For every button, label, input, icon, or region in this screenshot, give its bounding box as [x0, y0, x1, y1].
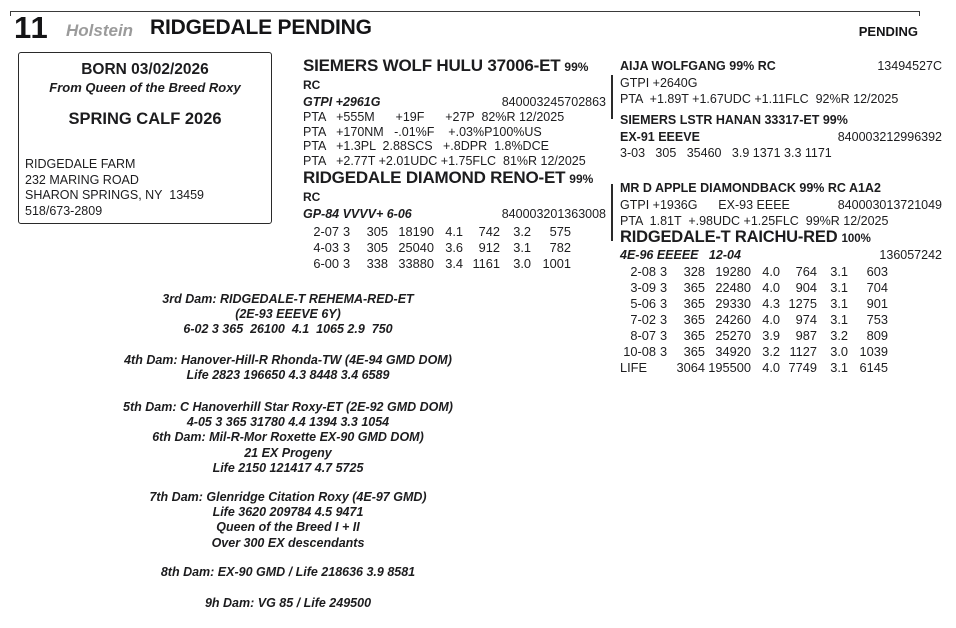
- top-rule: [10, 11, 920, 12]
- sire-sire-name: AIJA WOLFGANG 99% RC: [620, 59, 776, 73]
- rec-age: 6-00: [313, 256, 339, 271]
- rec-age: 3-09: [630, 280, 656, 295]
- rec-milk: 34920: [715, 344, 751, 359]
- rec-pro-pct: 3.1: [830, 296, 848, 311]
- rec-fat: 987: [795, 328, 817, 343]
- rec-days: 365: [683, 312, 705, 327]
- maternal-line-text: 6-02 3 365 26100 4.1 1065 2.9 750: [183, 322, 393, 337]
- rec-fat-pct: 4.0: [762, 360, 780, 375]
- rec-lact: 3: [659, 264, 668, 279]
- rec-lact: 3: [659, 312, 668, 327]
- rec-fat-pct: 4.0: [762, 280, 780, 295]
- rec-age: 2-07: [313, 224, 339, 239]
- lot-number: 11: [14, 10, 49, 45]
- sire-sire-name-row: [620, 58, 942, 75]
- record-row: [620, 328, 942, 344]
- dam-records: [303, 224, 606, 272]
- dam-score: GP-84 VVVV+ 6-06: [303, 207, 412, 221]
- dam-bracket-line: [611, 184, 613, 241]
- dam-dam-reg-number: 136057242: [879, 248, 942, 262]
- rec-lact: 3: [659, 344, 668, 359]
- rec-milk: 24260: [715, 312, 751, 327]
- rec-fat-pct: 3.2: [762, 344, 780, 359]
- rec-fat: 1127: [789, 344, 817, 359]
- sire-name: SIEMERS WOLF HULU 37006-ET: [303, 56, 561, 75]
- rec-days: 338: [366, 256, 388, 271]
- dam-dam-records: [620, 264, 942, 376]
- rec-lact: 3: [342, 240, 351, 255]
- info-box: [18, 52, 272, 224]
- dam-sire-reg-number: 840003013721049: [837, 197, 942, 212]
- maternal-line-group-7th-dam: [8, 490, 568, 551]
- rec-pro-pct: 3.1: [513, 240, 531, 255]
- rec-days: 328: [683, 264, 705, 279]
- dam-meta-row: [303, 207, 606, 222]
- rec-age: 5-06: [630, 296, 656, 311]
- record-row: [620, 280, 942, 296]
- record-row: [620, 312, 942, 328]
- rec-life-label: LIFE: [620, 360, 648, 375]
- maternal-line-text: 5th Dam: C Hanoverhill Star Roxy-ET (2E-92 GMD DOM): [123, 400, 453, 414]
- dam-name: RIDGEDALE DIAMOND RENO-ET: [303, 168, 566, 187]
- calf-line: SPRING CALF 2026: [68, 110, 222, 128]
- dam-block: [303, 168, 606, 272]
- rec-milk: 19280: [715, 264, 751, 279]
- maternal-line-group-5th-6th-dam: [8, 400, 568, 476]
- maternal-line-text: Life 2150 121417 4.7 5725: [212, 460, 364, 475]
- rec-fat-pct: 4.0: [762, 312, 780, 327]
- rec-lact: 3: [659, 296, 668, 311]
- maternal-line-text: Over 300 EX descendants: [211, 535, 365, 550]
- rec-pro-pct: 3.1: [830, 280, 848, 295]
- rec-pro-pct: 3.1: [830, 264, 848, 279]
- rec-pro: 6145: [859, 360, 888, 375]
- born-date: BORN 03/02/2026: [81, 61, 209, 78]
- rec-fat-pct: 4.0: [762, 264, 780, 279]
- dam-reg-number: 840003201363008: [501, 207, 606, 221]
- maternal-line-group-4th-dam: [8, 353, 568, 383]
- rec-age: 7-02: [630, 312, 656, 327]
- sire-meta-row: [303, 95, 606, 110]
- rec-pro-pct: 3.0: [513, 256, 531, 271]
- rec-pro-pct: 3.1: [830, 312, 848, 327]
- rec-fat: 7749: [788, 360, 817, 375]
- sire-dam-block: [620, 112, 942, 162]
- sire-bracket-line: [611, 75, 613, 119]
- maternal-line-group-9th-dam: [8, 596, 568, 611]
- sire-sire-reg-number: 13494527C: [877, 59, 942, 73]
- rec-days: 365: [683, 344, 705, 359]
- dam-dam-meta-row: [620, 248, 942, 263]
- sire-pta-line: PTA +170NM -.01%F +.03%P100%US: [303, 124, 542, 139]
- maternal-line-text: Queen of the Breed I + II: [216, 520, 360, 535]
- rec-milk: 33880: [398, 256, 434, 271]
- sire-dam-record: 3-03 305 35460 3.9 1371 3.3 1171: [620, 146, 832, 160]
- rec-milk: 18190: [398, 224, 434, 239]
- rec-fat: 904: [795, 280, 817, 295]
- rec-fat-pct: 4.1: [445, 224, 463, 239]
- sire-sire-gtpi: GTPI +2640G: [620, 75, 698, 90]
- page-title: RIDGEDALE PENDING: [150, 16, 372, 39]
- rec-milk: 25040: [398, 240, 434, 255]
- rec-days: 365: [683, 296, 705, 311]
- owner-phone: 518/673-2809: [25, 203, 103, 218]
- sire-pta-line: PTA +1.3PL 2.88SCS +.8DPR 1.8%DCE: [303, 139, 549, 154]
- dam-dam-block: [620, 228, 942, 376]
- rec-age: 2-08: [630, 264, 656, 279]
- rec-pro: 704: [866, 280, 888, 295]
- rec-milk: 29330: [715, 296, 751, 311]
- sire-pta-line: PTA +2.77T +2.01UDC +1.75FLC 81%R 12/2025: [303, 153, 586, 168]
- maternal-line-text: 3rd Dam: RIDGEDALE-T REHEMA-RED-ET: [162, 292, 414, 306]
- maternal-line-text: 7th Dam: Glenridge Citation Roxy (4E-97 GMD): [149, 490, 427, 504]
- sire-pta-line: PTA +555M +19F +27P 82%R 12/2025: [303, 110, 565, 124]
- rec-pro-pct: 3.0: [830, 344, 848, 359]
- rec-days: 3064: [676, 360, 705, 375]
- dam-dam-suffix: 100%: [841, 233, 871, 245]
- rec-pro: 901: [866, 296, 888, 311]
- dam-sire-gtpi: GTPI +1936G EX-93 EEEE: [620, 197, 790, 212]
- rec-pro: 753: [866, 312, 888, 327]
- maternal-line-text: 4th Dam: Hanover-Hill-R Rhonda-TW (4E-94 GMD DOM): [124, 353, 452, 367]
- rec-milk: 195500: [708, 360, 751, 375]
- maternal-line-text: Life 3620 209784 4.5 9471: [212, 505, 364, 520]
- sire-block: [303, 56, 606, 168]
- from-line: From Queen of the Breed Roxy: [49, 80, 241, 95]
- dam-suffix: 99% RC: [303, 172, 594, 204]
- rec-milk: 25270: [715, 328, 751, 343]
- rec-fat: 1161: [472, 256, 500, 271]
- maternal-line-group-8th-dam: [8, 565, 568, 580]
- rec-pro: 603: [866, 264, 888, 279]
- rec-fat: 742: [478, 224, 500, 239]
- sire-sire-pta: PTA +1.89T +1.67UDC +1.11FLC 92%R 12/2025: [620, 92, 899, 106]
- dam-sire-pta: PTA 1.81T +.98UDC +1.25FLC 99%R 12/2025: [620, 214, 889, 228]
- rec-milk: 22480: [715, 280, 751, 295]
- sire-reg-number: 840003245702863: [501, 95, 606, 109]
- sire-dam-score: EX-91 EEEVE: [620, 129, 700, 144]
- rec-pro: 1039: [859, 344, 888, 359]
- rec-pro: 809: [866, 328, 888, 343]
- record-row: [620, 344, 942, 360]
- maternal-line-group-3rd-dam: [8, 292, 568, 338]
- rule-tick-right: [919, 11, 920, 16]
- record-row: [303, 224, 606, 240]
- rec-days: 365: [683, 328, 705, 343]
- owner-address: [25, 157, 204, 219]
- breed-label: Holstein: [66, 21, 134, 40]
- rec-age: 8-07: [630, 328, 656, 343]
- rec-days: 305: [366, 240, 388, 255]
- rec-lact: 3: [659, 328, 668, 343]
- sire-dam-name: SIEMERS LSTR HANAN 33317-ET 99%: [620, 113, 848, 127]
- sire-suffix: 99% RC: [303, 60, 589, 92]
- rec-fat: 974: [795, 312, 817, 327]
- dam-dam-name-row: [620, 228, 942, 247]
- record-row: [303, 256, 606, 272]
- rec-pro-pct: 3.2: [513, 224, 531, 239]
- rec-pro: 782: [549, 240, 571, 255]
- maternal-line-text: (2E-93 EEEVE 6Y): [235, 307, 341, 322]
- life-record-row: [620, 360, 942, 376]
- record-row: [303, 240, 606, 256]
- rec-lact: 3: [342, 256, 351, 271]
- maternal-line-text: 8th Dam: EX-90 GMD / Life 218636 3.9 8581: [160, 565, 416, 579]
- rec-fat-pct: 3.6: [445, 240, 463, 255]
- maternal-line-text: 9h Dam: VG 85 / Life 249500: [204, 596, 372, 610]
- record-row: [620, 296, 942, 312]
- rec-fat-pct: 4.3: [762, 296, 780, 311]
- maternal-line-text: 21 EX Progeny: [244, 445, 332, 460]
- rec-pro: 575: [549, 224, 571, 239]
- rec-days: 305: [366, 224, 388, 239]
- rec-lact: 3: [342, 224, 351, 239]
- status-label: PENDING: [858, 24, 918, 39]
- maternal-line-text: 6th Dam: Mil-R-Mor Roxette EX-90 GMD DOM): [152, 430, 424, 445]
- owner-farm: RIDGEDALE FARM: [25, 157, 136, 171]
- rec-days: 365: [683, 280, 705, 295]
- rec-lact: 3: [659, 280, 668, 295]
- dam-sire-score-row: [620, 197, 942, 214]
- rec-age: 10-08: [623, 344, 656, 359]
- rec-fat: 912: [478, 240, 500, 255]
- sire-name-row: [303, 56, 606, 94]
- dam-sire-name: MR D APPLE DIAMONDBACK 99% RC A1A2: [620, 181, 881, 195]
- dam-dam-name: RIDGEDALE-T RAICHU-RED: [620, 228, 838, 246]
- rec-fat-pct: 3.4: [445, 256, 463, 271]
- sire-dam-score-row: [620, 129, 942, 146]
- maternal-line-text: 4-05 3 365 31780 4.4 1394 3.3 1054: [186, 415, 390, 430]
- rec-pro-pct: 3.1: [830, 360, 848, 375]
- rec-pro: 1001: [542, 256, 571, 271]
- dam-sire-block: [620, 180, 942, 230]
- sire-sire-block: [620, 58, 942, 108]
- dam-name-row: [303, 168, 606, 206]
- record-row: [620, 264, 942, 280]
- maternal-line-text: Life 2823 196650 4.3 8448 3.4 6589: [186, 368, 390, 383]
- rec-fat: 1275: [788, 296, 817, 311]
- dam-dam-score: 4E-96 EEEEE 12-04: [620, 248, 741, 262]
- rec-age: 4-03: [313, 240, 339, 255]
- sire-score: GTPI +2961G: [303, 95, 381, 109]
- rule-tick-left: [10, 11, 11, 16]
- rec-fat: 764: [795, 264, 817, 279]
- rec-fat-pct: 3.9: [762, 328, 780, 343]
- owner-street: 232 MARING ROAD: [25, 172, 139, 187]
- owner-city: SHARON SPRINGS, NY 13459: [25, 188, 205, 202]
- rec-pro-pct: 3.2: [830, 328, 848, 343]
- sire-dam-reg-number: 840003212996392: [837, 129, 942, 144]
